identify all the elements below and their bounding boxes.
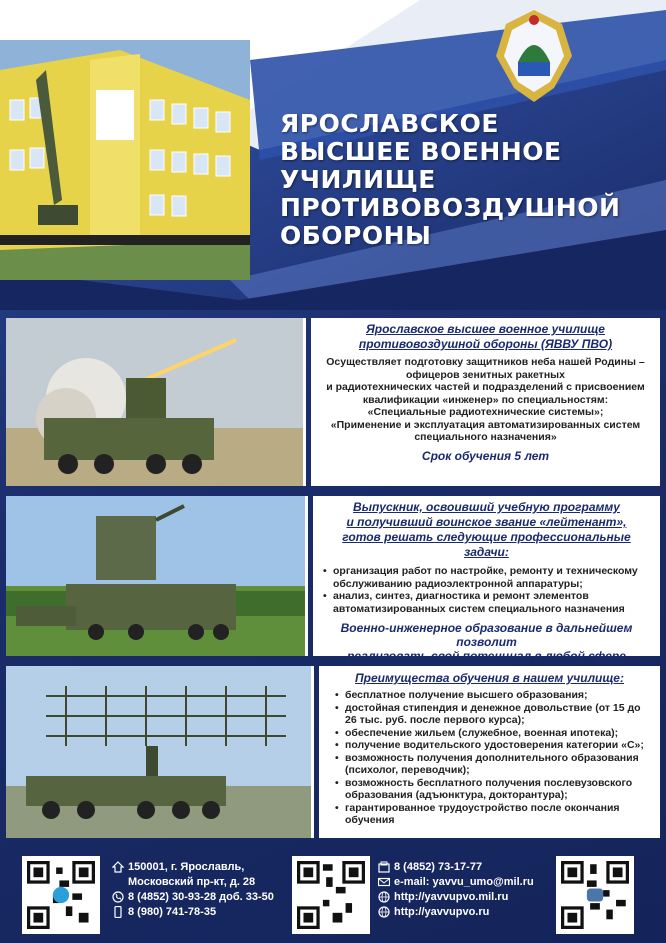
list-item: • возможность получения дополнительного образования (психолог, переводчик); (335, 752, 650, 777)
about-title-2: противовоздушной обороны (ЯВВУ ПВО) (358, 337, 613, 351)
advantages-panel (319, 666, 660, 838)
graduate-title-3: готов решать следующие профессиональные задачи: (342, 530, 631, 559)
email-link[interactable]: e-mail: yavvu_umo@mil.ru (394, 876, 534, 888)
institution-title (280, 110, 660, 250)
globe-icon (378, 906, 390, 918)
phone-icon (112, 891, 124, 903)
site-link-1[interactable]: http://yavvupvo.mil.ru (394, 891, 509, 903)
about-text-5: «Специальные радиотехнические системы»; (367, 406, 604, 418)
about-text-7: специального назначения» (414, 431, 557, 443)
graduate-title-2: и получивший воинское звание «лейтенант», (346, 515, 627, 529)
about-text-4: квалификации «инженер» по специальностям: (362, 393, 609, 406)
about-text-2: офицеров зенитных ракетных (406, 368, 565, 381)
list-item: • достойная стипендия и денежное довольствие (от 15 до 26 тыс. руб. после первого курса); (335, 702, 650, 727)
tasks-list (323, 565, 650, 615)
mobile-phone-icon (112, 906, 124, 918)
address-line-1: 150001, г. Ярославль, (128, 861, 245, 873)
title-line-1: ЯРОСЛАВСКОЕ (280, 109, 499, 138)
title-line-4: ОБОРОНЫ (280, 221, 432, 250)
graduate-footer-2: реализовать свой потенциал в любой сфере (347, 649, 626, 663)
web-contacts-block (378, 860, 534, 920)
about-panel (311, 318, 660, 486)
title-line-3: ПРОТИВОВОЗДУШНОЙ (280, 193, 621, 222)
phone-3[interactable]: 8 (4852) 73-17-77 (394, 861, 483, 873)
advantages-list (329, 689, 650, 827)
section-graduate (6, 496, 660, 663)
about-text-6: «Применение и эксплуатация автоматизированных систем (330, 418, 641, 431)
about-text-3: и радиотехнических частей и подразделений с присвоением (326, 381, 645, 393)
school-emblem-icon (492, 6, 576, 106)
radar-photo (6, 496, 308, 656)
antenna-truck-photo (6, 666, 314, 838)
about-title-1: Ярославское высшее военное училище (366, 322, 605, 336)
section-about (6, 318, 660, 486)
list-item: • гарантированное трудоустройство после окончания обучения (335, 802, 650, 827)
building-photo (0, 40, 250, 280)
address-block (112, 860, 274, 920)
list-item: • анализ, синтез, диагностика и ремонт элементов автоматизированных систем специального назначения (323, 590, 650, 615)
fax-icon (378, 861, 390, 873)
graduate-title-1: Выпускник, освоивший учебную программу (353, 500, 620, 514)
qr-telegram-icon (27, 861, 95, 929)
list-item: • обеспечение жильем (служебное, военная ипотека); (335, 727, 650, 740)
home-icon (112, 861, 124, 873)
email-icon (378, 876, 390, 888)
advantages-title: Преимущества обучения в нашем училище: (355, 671, 624, 685)
header (0, 0, 666, 310)
site-link-2[interactable]: http://yavvupvo.ru (394, 906, 490, 918)
qr-code-telegram[interactable] (22, 856, 100, 934)
qr-site-icon (297, 861, 365, 929)
air-defense-vehicle-photo (6, 318, 306, 486)
list-item: • организация работ по настройке, ремонту и техническому обслуживанию радиоэлектронной аппаратуры; (323, 565, 650, 590)
phone-1[interactable]: 8 (4852) 30-93-28 доб. 33-50 (128, 891, 274, 903)
title-line-2: ВЫСШЕЕ ВОЕННОЕ УЧИЛИЩЕ (280, 137, 562, 194)
contacts-footer (0, 848, 666, 943)
list-item: • возможность бесплатного получения послевузовского образования (адъюнктура, докторантура); (335, 777, 650, 802)
qr-code-site[interactable] (292, 856, 370, 934)
about-text-1: Осуществляет подготовку защитников неба нашей Родины – (326, 356, 645, 368)
study-term: Срок обучения 5 лет (421, 448, 550, 463)
list-item: • бесплатное получение высшего образования; (335, 689, 650, 702)
address-line-2: Московский пр-кт, д. 28 (128, 876, 256, 888)
phone-2[interactable]: 8 (980) 741-78-35 (128, 906, 217, 918)
graduate-footer-1: Военно-инженерное образование в дальнейшем позволит (340, 621, 633, 649)
qr-vk-icon (561, 861, 629, 929)
section-advantages (6, 666, 660, 838)
qr-code-vk[interactable] (556, 856, 634, 934)
list-item: • получение водительского удостоверения категории «С»; (335, 739, 650, 752)
graduate-panel (313, 496, 660, 663)
globe-icon (378, 891, 390, 903)
